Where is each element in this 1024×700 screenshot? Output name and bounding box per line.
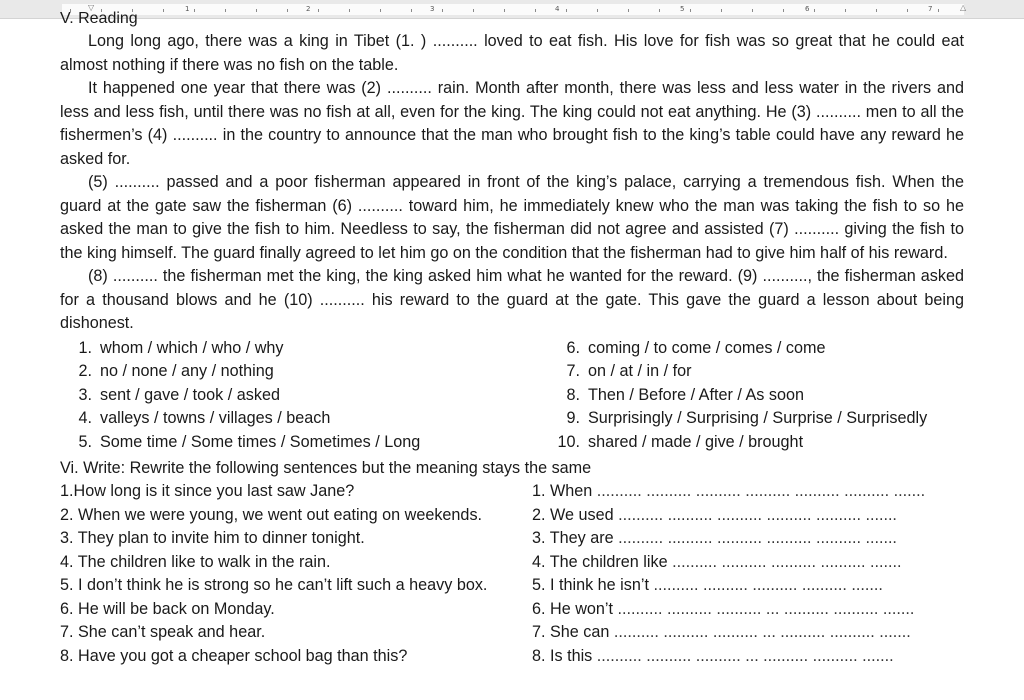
rewrite-answer	[532, 574, 883, 598]
rewrite-item	[60, 598, 964, 622]
option-number: 9.	[566, 409, 580, 427]
option-text: valleys / towns / villages / beach	[100, 409, 331, 427]
option-item	[60, 407, 330, 431]
answer-prompt: 5. I think he isn’t	[532, 576, 654, 594]
answer-blank[interactable]: .......... .......... .......... ... .......... .......... .......	[613, 623, 911, 641]
rewrite-item	[60, 621, 964, 645]
first-line-indent-icon[interactable]: ▽	[88, 3, 95, 12]
answer-blank[interactable]: .......... .......... .......... .......... .......... .......... .......	[596, 482, 926, 500]
rewrite-answer	[532, 645, 894, 669]
reading-heading: V. Reading	[60, 10, 138, 27]
document-page[interactable]	[60, 10, 964, 668]
option-text: shared / made / give / brought	[588, 432, 804, 451]
answer-blank[interactable]: .......... .......... .......... .......... .......	[653, 576, 883, 594]
answer-blank[interactable]: .......... .......... .......... .......... .......	[672, 552, 902, 571]
rewrite-item	[60, 645, 964, 669]
original-sentence: 2. When we were young, we went out eating on weekends.	[60, 505, 483, 524]
option-text: sent / gave / took / asked	[100, 385, 280, 404]
rewrite-answer	[532, 504, 897, 528]
original-sentence: 7. She can’t speak and hear.	[60, 623, 266, 641]
option-text: coming / to come / comes / come	[588, 338, 826, 357]
rewrite-answer	[532, 480, 925, 504]
option-text: Some time / Some times / Sometimes / Long	[100, 432, 421, 451]
reading-paragraph-2: It happened one year that there was (2) .......... rain. Month after month, there was less and less water in the rivers and less and less fish, until there was no fish at all, even for the king. The king could not eat anything. He (3) .......... men to all the fishermen’s (4) .......... in the country to announce that the man who brought fish to the king’s table could have any reward he asked for.	[60, 79, 964, 168]
option-text: whom / which / who / why	[100, 338, 284, 357]
option-text: no / none / any / nothing	[100, 362, 274, 380]
answer-blank[interactable]: .......... .......... .......... .......... .......... .......	[618, 529, 897, 547]
answer-prompt: 2. We used	[532, 505, 619, 524]
answer-prompt: 1. When	[532, 482, 597, 500]
ruler-number: 3	[430, 5, 435, 13]
ruler-number: 2	[306, 5, 311, 13]
answer-blank[interactable]: .......... .......... .......... .......... .......... .......	[618, 505, 897, 524]
option-item	[548, 431, 803, 455]
reading-paragraph-4: (8) .......... the fisherman met the king, the king asked him what he wanted for the reward. (9) .........., the fisherman asked for a thousand blows and he (10) .......... his reward to the guard at the gate. This gave the guard a lesson about being dishonest.	[60, 267, 964, 332]
answer-prompt: 3. They are	[532, 529, 619, 547]
answer-blank[interactable]: .......... .......... .......... ... .......... .......... .......	[617, 599, 915, 618]
rewrite-answer	[532, 621, 911, 645]
writing-heading: Vi. Write: Rewrite the following sentences but the meaning stays the same	[60, 458, 592, 477]
rewrite-answer	[532, 527, 897, 551]
option-text: on / at / in / for	[588, 362, 692, 380]
option-item	[548, 407, 927, 431]
ruler-number: 7	[928, 5, 933, 13]
ruler-number: 4	[555, 5, 560, 13]
option-number: 10.	[557, 432, 580, 451]
ruler-number: 5	[680, 5, 685, 13]
option-number: 4.	[78, 409, 92, 427]
answer-prompt: 4. The children like	[532, 552, 673, 571]
answer-prompt: 7. She can	[532, 623, 614, 641]
option-item	[60, 384, 280, 408]
original-sentence: 4. The children like to walk in the rain.	[60, 552, 331, 571]
option-number: 3.	[78, 385, 92, 404]
option-item	[60, 360, 274, 384]
right-indent-icon[interactable]: △	[960, 3, 967, 12]
original-sentence: 3. They plan to invite him to dinner tonight.	[60, 529, 365, 547]
option-item	[60, 337, 284, 361]
option-number: 7.	[566, 362, 580, 380]
ruler-number: 6	[805, 5, 810, 13]
rewrite-item	[60, 504, 964, 528]
rewrite-answer	[532, 598, 914, 622]
answer-prompt: 6. He won’t	[532, 599, 618, 618]
rewrite-item	[60, 527, 964, 551]
rewrite-item	[60, 551, 964, 575]
option-item	[548, 337, 826, 361]
ruler-number: 1	[185, 5, 190, 13]
rewrite-answer	[532, 551, 901, 575]
answer-blank[interactable]: .......... .......... .......... ... .......... .......... .......	[596, 646, 894, 665]
option-item	[60, 431, 420, 455]
answer-prompt: 8. Is this	[532, 646, 597, 665]
option-number: 8.	[566, 385, 580, 404]
option-number: 5.	[78, 432, 92, 451]
reading-paragraph-1: Long long ago, there was a king in Tibet (1. ) .......... loved to eat fish. His love for fish was so great that he could eat almost nothing if there was no fish on the table.	[60, 32, 964, 74]
option-number: 2.	[78, 362, 92, 380]
rewrite-item	[60, 574, 964, 598]
option-item	[548, 384, 804, 408]
answer-options	[60, 337, 964, 457]
rewrite-item	[60, 480, 964, 504]
option-item	[548, 360, 691, 384]
original-sentence: 8. Have you got a cheaper school bag than this?	[60, 646, 408, 665]
original-sentence: 5. I don’t think he is strong so he can’t lift such a heavy box.	[60, 576, 488, 594]
option-number: 6.	[566, 338, 580, 357]
original-sentence: 1.How long is it since you last saw Jane?	[60, 482, 355, 500]
option-text: Then / Before / After / As soon	[588, 385, 804, 404]
original-sentence: 6. He will be back on Monday.	[60, 599, 275, 618]
option-text: Surprisingly / Surprising / Surprise / Surprisedly	[588, 409, 928, 427]
option-number: 1.	[78, 338, 92, 357]
reading-paragraph-3: (5) .......... passed and a poor fisherman appeared in front of the king’s palace, carrying a tremendous fish. When the guard at the gate saw the fisherman (6) .......... toward him, he immediately knew who the man was taking the fish to so he asked the man to give the fish to him. Needless to say, the fisherman did not agree and assisted (7) .......... giving the fish to the king himself. The guard finally agreed to let him go on the condition that the fisherman had to give him half of his reward.	[60, 173, 964, 262]
